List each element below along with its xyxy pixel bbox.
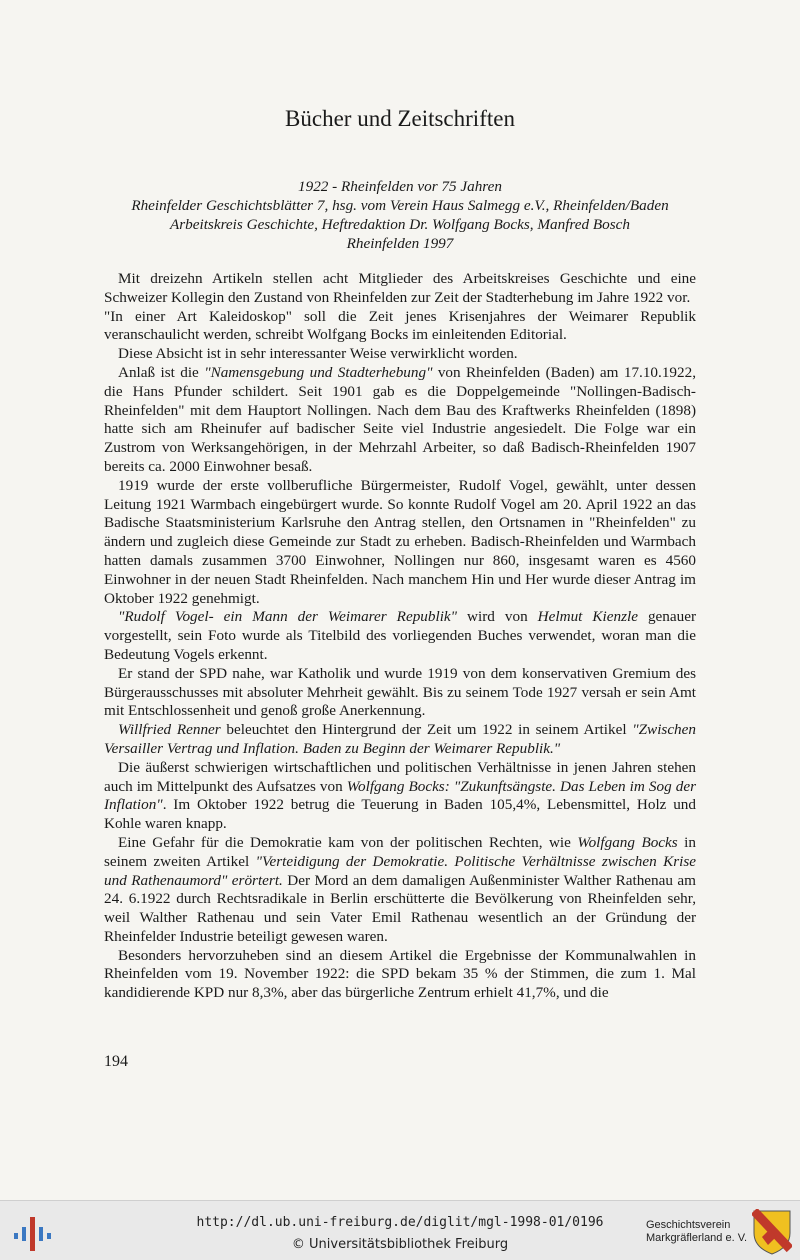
body-paragraph	[104, 345, 696, 364]
body-paragraph	[104, 308, 696, 346]
org-name	[646, 1219, 747, 1245]
body-paragraph	[104, 834, 696, 947]
body-text	[104, 270, 696, 1003]
reference-line-4: Rheinfelden 1997	[346, 235, 454, 252]
reference-line-2: Rheinfelder Geschichtsblätter 7, hsg. vom Verein Haus Salmegg e.V., Rheinfelden/Baden	[131, 197, 669, 214]
org-name-line-2: Markgräflerland e. V.	[646, 1232, 748, 1244]
footer-bar	[0, 1200, 800, 1260]
body-paragraph	[104, 759, 696, 834]
italic-text: Willfried Renner	[118, 721, 221, 739]
italic-text: "Rudolf Vogel- ein Mann der Weimarer Republik"	[118, 608, 458, 626]
text-run: "In einer Art Kaleidoskop" soll die Zeit jenes Krisenjahres der Weimarer Republik veranschaulicht werden, schreibt Wolfgang Bocks im einleitenden Editorial.	[104, 307, 696, 344]
body-paragraph	[104, 665, 696, 721]
text-run: wird von	[457, 608, 538, 626]
body-paragraph	[104, 477, 696, 609]
footer-copyright: © Universitätsbibliothek Freiburg	[291, 1237, 509, 1252]
italic-text: Wolfgang Bocks: "Zukunftsängste. Das Leben im Sog der Inflation"	[104, 777, 696, 814]
italic-text: Helmut Kienzle	[537, 608, 638, 626]
page-title: Bücher und Zeitschriften	[285, 106, 515, 131]
text-run: von Rheinfelden (Baden) am 17.10.1922, die Hans Pfunder schildert. Seit 1901 gab es die Doppelgemeinde "Nollingen-Badisch-Rheinfelden" mit dem Hauptort Nollingen. Nach dem Bau des Kraftwerks Rheinfelden (1898) hatte sich am Rheinufer auf badischer Seite viel Industrie angesiedelt. Die Folge war ein Zustrom von Werksangehörigen, in der Mehrzahl Arbeiter, so daß Badisch-Rheinfelden 1907 bereits ca. 2000 Einwohner besaß.	[104, 363, 696, 475]
body-paragraph	[104, 270, 696, 308]
italic-text: "Verteidigung der Demokratie. Politische Verhältnisse zwischen Krise und Rathenaumord" erörtert.	[104, 852, 696, 889]
text-run: Besonders hervorzuheben sind an diesem Artikel die Ergebnisse der Kommunalwahlen in Rheinfelden vom 19. November 1922: die SPD bekam 35 % der Stimmen, die zum 1. Mal kandidierende KPD nur 8,3%, aber das bürgerliche Zentrum erhielt 41,7%, und die	[104, 946, 696, 1002]
text-run: . Im Oktober 1922 betrug die Teuerung in Baden 105,4%, Lebensmittel, Holz und Kohle waren knapp.	[104, 796, 696, 833]
coat-of-arms-icon	[752, 1209, 792, 1255]
text-run: in seinem zweiten Artikel	[104, 833, 696, 870]
text-run: 1919 wurde der erste vollberufliche Bürgermeister, Rudolf Vogel, gewählt, unter dessen Leitung 1921 Warmbach eingebürgert wurde. So konnte Rudolf Vogel am 20. April 1922 an das Badische Staatsministerium Karlsruhe den Antrag stellen, den Ortsnamen in "Rheinfelden" zu ändern und zugleich diese Gemeinde zur Stadt zu erheben. Badisch-Rheinfelden und Warmbach hatten damals zusammen 3700 Einwohner, Nollingen nur 860, insgesamt waren es 4560 Einwohner in der neuen Stadt Rheinfelden. Nach manchem Hin und Her wurde dieser Antrag im Oktober 1922 genehmigt.	[104, 476, 696, 607]
text-run: Diese Absicht ist in sehr interessanter Weise verwirklicht worden.	[118, 345, 518, 363]
italic-text: "Namensgebung und Stadterhebung"	[204, 363, 433, 381]
text-run: Er stand der SPD nahe, war Katholik und wurde 1919 von dem konservativen Gremium des Bürgerausschusses mit absoluter Mehrheit gewählt. Bis zu seinem Tode 1927 versah er sein Amt mit Entschlossenheit und genoß große Anerkennung.	[104, 664, 696, 720]
text-run: Mit dreizehn Artikeln stellen acht Mitglieder des Arbeitskreises Geschichte und eine Schweizer Kollegin den Zustand von Rheinfelden zur Zeit der Stadterhebung im Jahre 1922 vor.	[104, 270, 696, 306]
body-paragraph	[104, 364, 696, 477]
body-paragraph	[104, 608, 696, 664]
reference-line-3: Arbeitskreis Geschichte, Heftredaktion Dr. Wolfgang Bocks, Manfred Bosch	[169, 216, 631, 233]
page-number: 194	[104, 1053, 128, 1070]
italic-text: "Zwischen Versailler Vertrag und Inflation. Baden zu Beginn der Weimarer Republik."	[104, 721, 696, 757]
text-run: Der Mord an dem damaligen Außenminister Walther Rathenau am 24. 6.1922 durch Rechtsradikale in Berlin erschütterte die Bevölkerung von Rheinfelden sehr, weil Walther Rathenau und sein Vater Emil Rathenau wesentlich an der Gründung der Rheinfelder Industrie beteiligt gewesen waren.	[104, 871, 696, 945]
text-run: Eine Gefahr für die Demokratie kam von der politischen Rechten, wie	[118, 833, 578, 851]
body-paragraph	[104, 947, 696, 1003]
italic-text: Wolfgang Bocks	[577, 833, 678, 851]
footer-url[interactable]: http://dl.ub.uni-freiburg.de/diglit/mgl-1998-01/0196	[196, 1215, 604, 1230]
text-run: genauer vorgestellt, sein Foto wurde als Titelbild des vorliegenden Buches verwendet, woran man die Bedeutung Vogels erkennt.	[104, 608, 696, 663]
org-name-line-1: Geschichtsverein	[646, 1219, 731, 1231]
text-run: Die äußerst schwierigen wirtschaftlichen und politischen Verhältnisse in jenen Jahren stehen auch im Mittelpunkt des Aufsatzes von	[104, 758, 696, 795]
text-run: Anlaß ist die	[118, 363, 205, 381]
reference-line-1: 1922 - Rheinfelden vor 75 Jahren	[298, 178, 502, 195]
body-paragraph	[104, 721, 696, 759]
text-run: beleuchtet den Hintergrund der Zeit um 1922 in seinem Artikel	[220, 721, 633, 739]
